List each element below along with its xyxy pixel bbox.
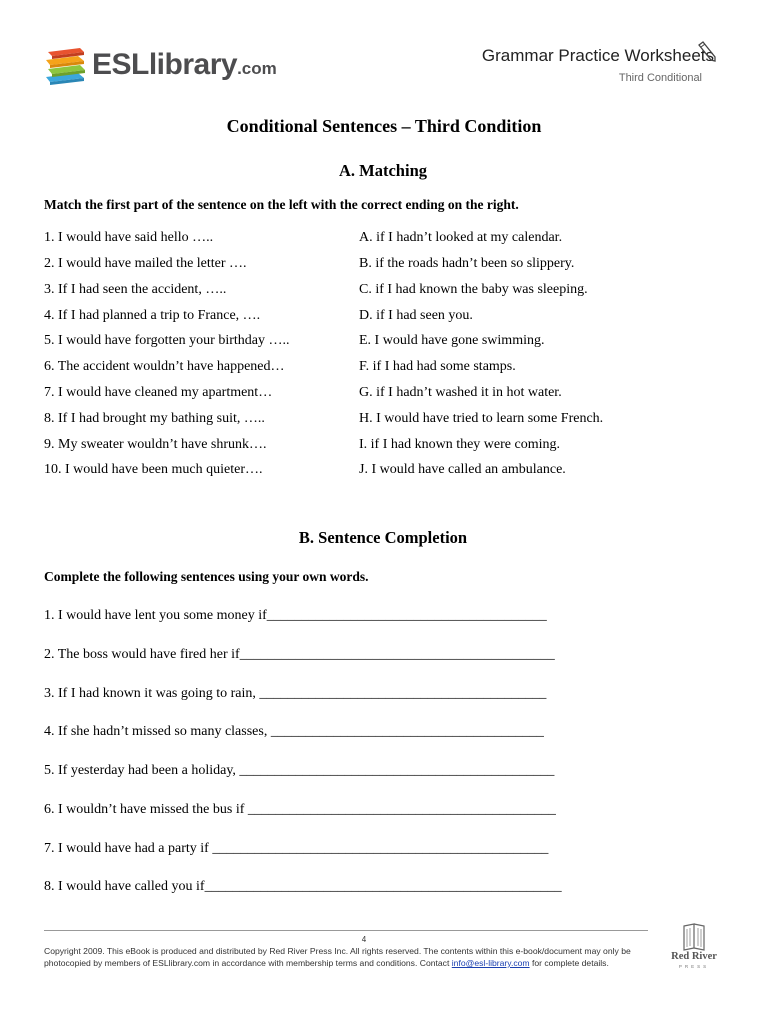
red-river-press-logo-icon: [678, 922, 710, 952]
matching-left-item: 4. If I had planned a trip to France, ….: [44, 308, 261, 323]
worksheet-title: Conditional Sentences – Third Condition: [226, 116, 542, 136]
matching-left-item: 2. I would have mailed the letter ….: [44, 256, 247, 271]
stacked-books-logo-icon: [44, 44, 90, 88]
matching-left-item: 1. I would have said hello …..: [44, 230, 214, 245]
footer-divider: [44, 930, 648, 931]
publisher-press-text: PRESS: [678, 964, 710, 969]
matching-right-item: E. I would have gone swimming.: [359, 333, 545, 348]
completion-item: 3. If I had known it was going to rain, _________________________________________: [44, 686, 547, 701]
copyright-notice: [44, 945, 664, 969]
completion-item: 7. I would have had a party if ________________________________________________: [44, 841, 549, 856]
completion-item: 6. I wouldn’t have missed the bus if ____________________________________________: [44, 802, 556, 817]
pencil-icon: [696, 40, 718, 62]
header-subtitle: Third Conditional: [618, 72, 702, 84]
matching-right-item: G. if I hadn’t washed it in hot water.: [359, 385, 562, 400]
completion-item: 1. I would have lent you some money if________________________________________: [44, 608, 547, 623]
completion-item: 2. The boss would have fired her if_____________________________________________: [44, 647, 555, 662]
completion-item: 4. If she hadn’t missed so many classes, _______________________________________: [44, 724, 544, 739]
esl-library-logo: [44, 44, 284, 90]
red-river-press-logo: [668, 922, 720, 974]
matching-right-item: H. I would have tried to learn some French.: [359, 411, 604, 426]
matching-right-item: F. if I had had some stamps.: [359, 359, 516, 374]
matching-left-item: 9. My sweater wouldn’t have shrunk….: [44, 437, 267, 452]
matching-left-item: 8. If I had brought my bathing suit, …..: [44, 411, 265, 426]
matching-right-item: B. if the roads hadn’t been so slippery.: [359, 256, 575, 271]
page-number: 4: [361, 935, 367, 944]
copyright-text-end: for complete details.: [529, 958, 609, 968]
matching-left-item: 10. I would have been much quieter….: [44, 462, 263, 477]
section-a-heading: A. Matching: [339, 161, 427, 180]
contact-email-link[interactable]: info@esl-library.com: [451, 958, 530, 968]
matching-right-item: D. if I had seen you.: [359, 308, 473, 323]
publisher-name: Red River: [671, 951, 717, 962]
matching-left-item: 3. If I had seen the accident, …..: [44, 282, 227, 297]
header-title: Grammar Practice Worksheets: [481, 46, 714, 65]
matching-right-item: I. if I had known they were coming.: [359, 437, 560, 452]
copyright-text: Copyright 2009. This eBook is produced and distributed by Red River Press Inc. All rights reserved. The contents within this e-book/document may only be photocopied by members of ESLlibrary.com in accordance with membership terms and conditions. Contact: [44, 946, 631, 968]
section-b-heading: B. Sentence Completion: [298, 528, 468, 547]
completion-item: 5. If yesterday had been a holiday, _____________________________________________: [44, 763, 555, 778]
logo-wordmark: [92, 48, 277, 82]
matching-left-item: 7. I would have cleaned my apartment…: [44, 385, 273, 400]
matching-right-item: A. if I hadn’t looked at my calendar.: [359, 230, 563, 245]
matching-left-item: 6. The accident wouldn’t have happened…: [44, 359, 285, 374]
logo-suffix-text: .com: [237, 59, 277, 78]
matching-right-item: J. I would have called an ambulance.: [359, 462, 566, 477]
matching-right-item: C. if I had known the baby was sleeping.: [359, 282, 588, 297]
section-a-instruction: Match the first part of the sentence on the left with the correct ending on the right.: [44, 197, 519, 212]
section-b-instruction: Complete the following sentences using your own words.: [44, 569, 369, 584]
logo-main-text: ESLlibrary: [92, 48, 238, 81]
completion-item: 8. I would have called you if___________________________________________________: [44, 879, 562, 894]
matching-left-item: 5. I would have forgotten your birthday …..: [44, 333, 290, 348]
